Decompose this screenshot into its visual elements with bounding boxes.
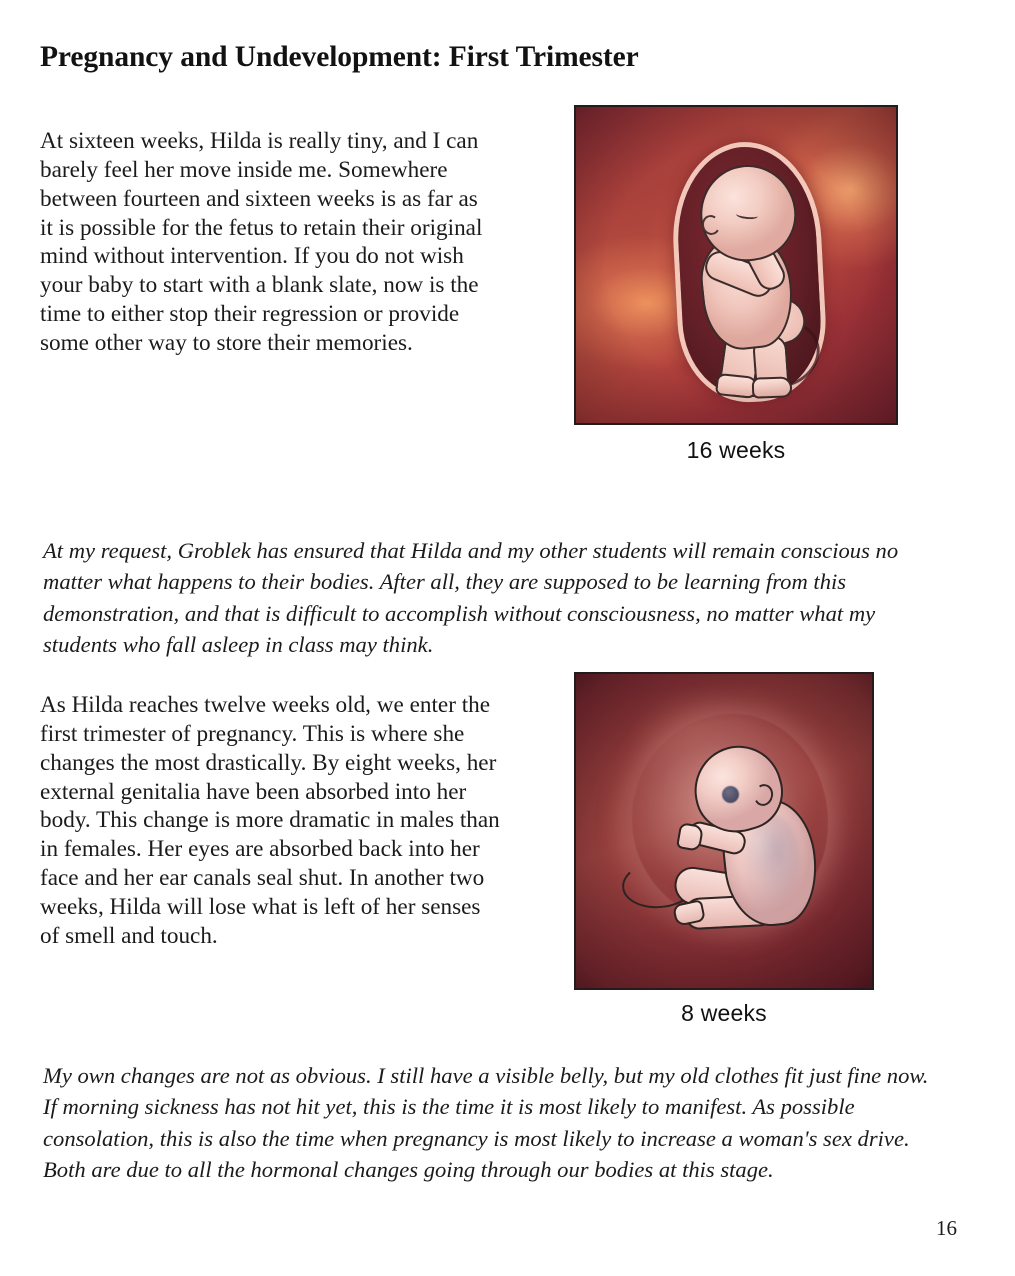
body-paragraph-two: As Hilda reaches twelve weeks old, we enter the first trimester of pregnancy. This is where she changes the most drastically. By eight weeks, her external genitalia have been absorbed into her body. This change is more dramatic in males than in females. Her eyes are absorbed back into her face and her ear canals seal shut. In another two weeks, Hilda will lose what is left of her senses of smell and touch. [40, 692, 500, 949]
italic-note-one: At my request, Groblek has ensured that Hilda and my other students will remain conscious no matter what happens to their bodies. After all, they are supposed to be learning from this demonstration, and that is difficult to accomplish without consciousness, no matter what my students who fall asleep in class may think. [43, 537, 899, 658]
italic-note-two: My own changes are not as obvious. I still have a visible belly, but my old clothes fit just fine now. If morning sickness has not hit yet, this is the time it is most likely to manifest. As possible consolation, this is also the time when pregnancy is most likely to increase a woman's sex drive. Both are due to all the hormonal changes going through our bodies at this stage. [43, 1062, 929, 1183]
figure-eight-weeks [574, 672, 874, 1027]
womb-vignette [576, 674, 872, 988]
figure-caption-eight-weeks: 8 weeks [681, 1000, 767, 1026]
figure-sixteen-weeks [574, 105, 898, 464]
illustration-eight-weeks [574, 672, 874, 990]
womb-vignette [576, 107, 896, 423]
body-paragraph-one: At sixteen weeks, Hilda is really tiny, and I can barely feel her move inside me. Somewhere between fourteen and sixteen weeks is as far as it is possible for the fetus to retain their original mind without intervention. If you do not wish your baby to start with a blank slate, now is the time to either stop their regression or provide some other way to store their memories. [40, 128, 483, 356]
illustration-sixteen-weeks [574, 105, 898, 425]
figure-caption-sixteen-weeks: 16 weeks [686, 437, 786, 463]
page-number: 16 [936, 1216, 957, 1240]
page-title: Pregnancy and Undevelopment: First Trimester [40, 40, 639, 73]
